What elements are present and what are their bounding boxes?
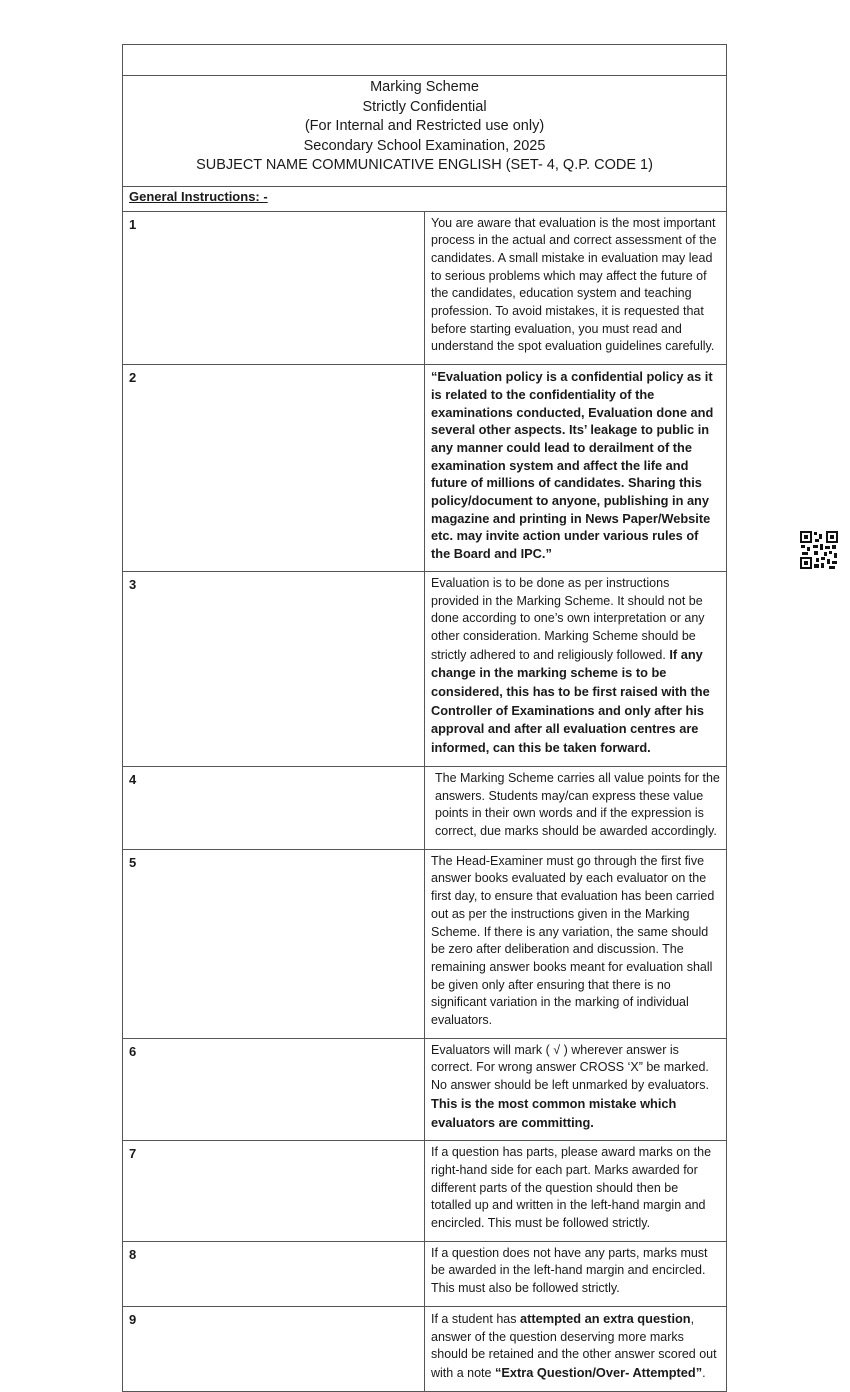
instruction-text: The Marking Scheme carries all value points for the answers. Students may/can express these value points in their own words and if the expression is correct, due marks should be awarded accordingly. (425, 766, 727, 849)
instruction-number: 2 (123, 365, 425, 572)
header-subject: SUBJECT NAME COMMUNICATIVE ENGLISH (SET- 4, Q.P. CODE 1) (196, 157, 653, 173)
instruction-row (123, 365, 727, 572)
instruction-text: The Head-Examiner must go through the first five answer books evaluated by each evaluator on the first day, to ensure that evaluation has been carried out as per the instructions given in the Marking Scheme. If there is any variation, the same should be zero after deliberation and discussion. The remaining answer books meant for evaluation shall be given only after ensuring that there is no significant variation in the marking of individual evaluators. (425, 849, 727, 1038)
instruction-text-normal: Evaluation is to be done as per instructions provided in the Marking Scheme. It should not be done according to one’s own interpretation or any other consideration. Marking Scheme should be strictly adhered to and religiously followed. (431, 575, 705, 662)
instruction-text (425, 1038, 727, 1141)
instruction-row (123, 1038, 727, 1141)
instruction-text-bold: attempted an extra question (519, 1310, 691, 1326)
marking-scheme-table (122, 44, 727, 1392)
general-instructions-row (123, 186, 727, 211)
header-cell (123, 76, 727, 187)
instruction-text: If a question has parts, please award marks on the right-hand side for each part. Marks awarded for different parts of the question should then be totalled up and written in the left-hand margin and encircled. This must be followed strictly. (425, 1141, 727, 1242)
instruction-number: 8 (123, 1241, 425, 1306)
instruction-text-normal: Evaluators will mark ( √ ) wherever answer is correct. For wrong answer CROSS ‘X” be marked. No answer should be left unmarked by evaluators. (431, 1042, 709, 1093)
instruction-number: 7 (123, 1141, 425, 1242)
header-exam: Secondary School Examination, 2025 (303, 137, 546, 154)
blank-top-row (123, 45, 727, 76)
instruction-number: 6 (123, 1038, 425, 1141)
header-title: Marking Scheme (370, 79, 479, 95)
header-row (123, 76, 727, 187)
instruction-text-normal: If a student has (431, 1311, 517, 1326)
instruction-text-normal: , answer of the question deserving more marks should be retained and the other answer scored out with a note (431, 1311, 717, 1380)
blank-cell (123, 45, 727, 76)
instruction-row (123, 1141, 727, 1242)
instruction-text (425, 1306, 727, 1391)
instruction-row (123, 211, 727, 365)
instruction-row (123, 849, 727, 1038)
instruction-number: 9 (123, 1306, 425, 1391)
qr-code-icon (799, 530, 839, 570)
instruction-number: 1 (123, 211, 425, 365)
instruction-text: “Evaluation policy is a confidential policy as it is related to the confidentiality of the examinations conducted, Evaluation done and several other aspects. Its’ leakage to public in any manner could lead to derailment of the examination system and affect the life and future of millions of candidates. Sharing this policy/document to anyone, publishing in any magazine and printing in News Paper/Website etc. may invite action under various rules of the Board and IPC.” (425, 365, 727, 572)
instruction-row (123, 766, 727, 849)
general-instructions-label: General Instructions: - (123, 186, 727, 211)
instruction-row (123, 571, 727, 766)
instruction-number: 5 (123, 849, 425, 1038)
instruction-text-bold: “Extra Question/Over- Attempted” (494, 1364, 703, 1380)
instruction-text: If a question does not have any parts, marks must be awarded in the left-hand margin and encircled. This must also be followed strictly. (425, 1241, 727, 1306)
instruction-text (425, 571, 727, 766)
header-restricted: (For Internal and Restricted use only) (304, 118, 545, 134)
header-confidential: Strictly Confidential (362, 98, 487, 115)
instruction-row (123, 1306, 727, 1391)
instruction-row (123, 1241, 727, 1306)
instruction-text: You are aware that evaluation is the most important process in the actual and correct assessment of the candidates. A small mistake in evaluation may lead to serious problems which may affect the future of the candidates, education system and teaching profession. To avoid mistakes, it is requested that before starting evaluation, you must read and understand the spot evaluation guidelines carefully. (425, 211, 727, 365)
instruction-number: 4 (123, 766, 425, 849)
instruction-text-bold: If any change in the marking scheme is to be considered, this has to be first raised with the Controller of Examinations and only after his approval and after all evaluation centres are informed, can this be taken forward. (431, 646, 710, 756)
instruction-number: 3 (123, 571, 425, 766)
instruction-text-bold: This is the most common mistake which evaluators are committing. (431, 1095, 677, 1130)
instruction-text-normal: . (702, 1365, 706, 1380)
